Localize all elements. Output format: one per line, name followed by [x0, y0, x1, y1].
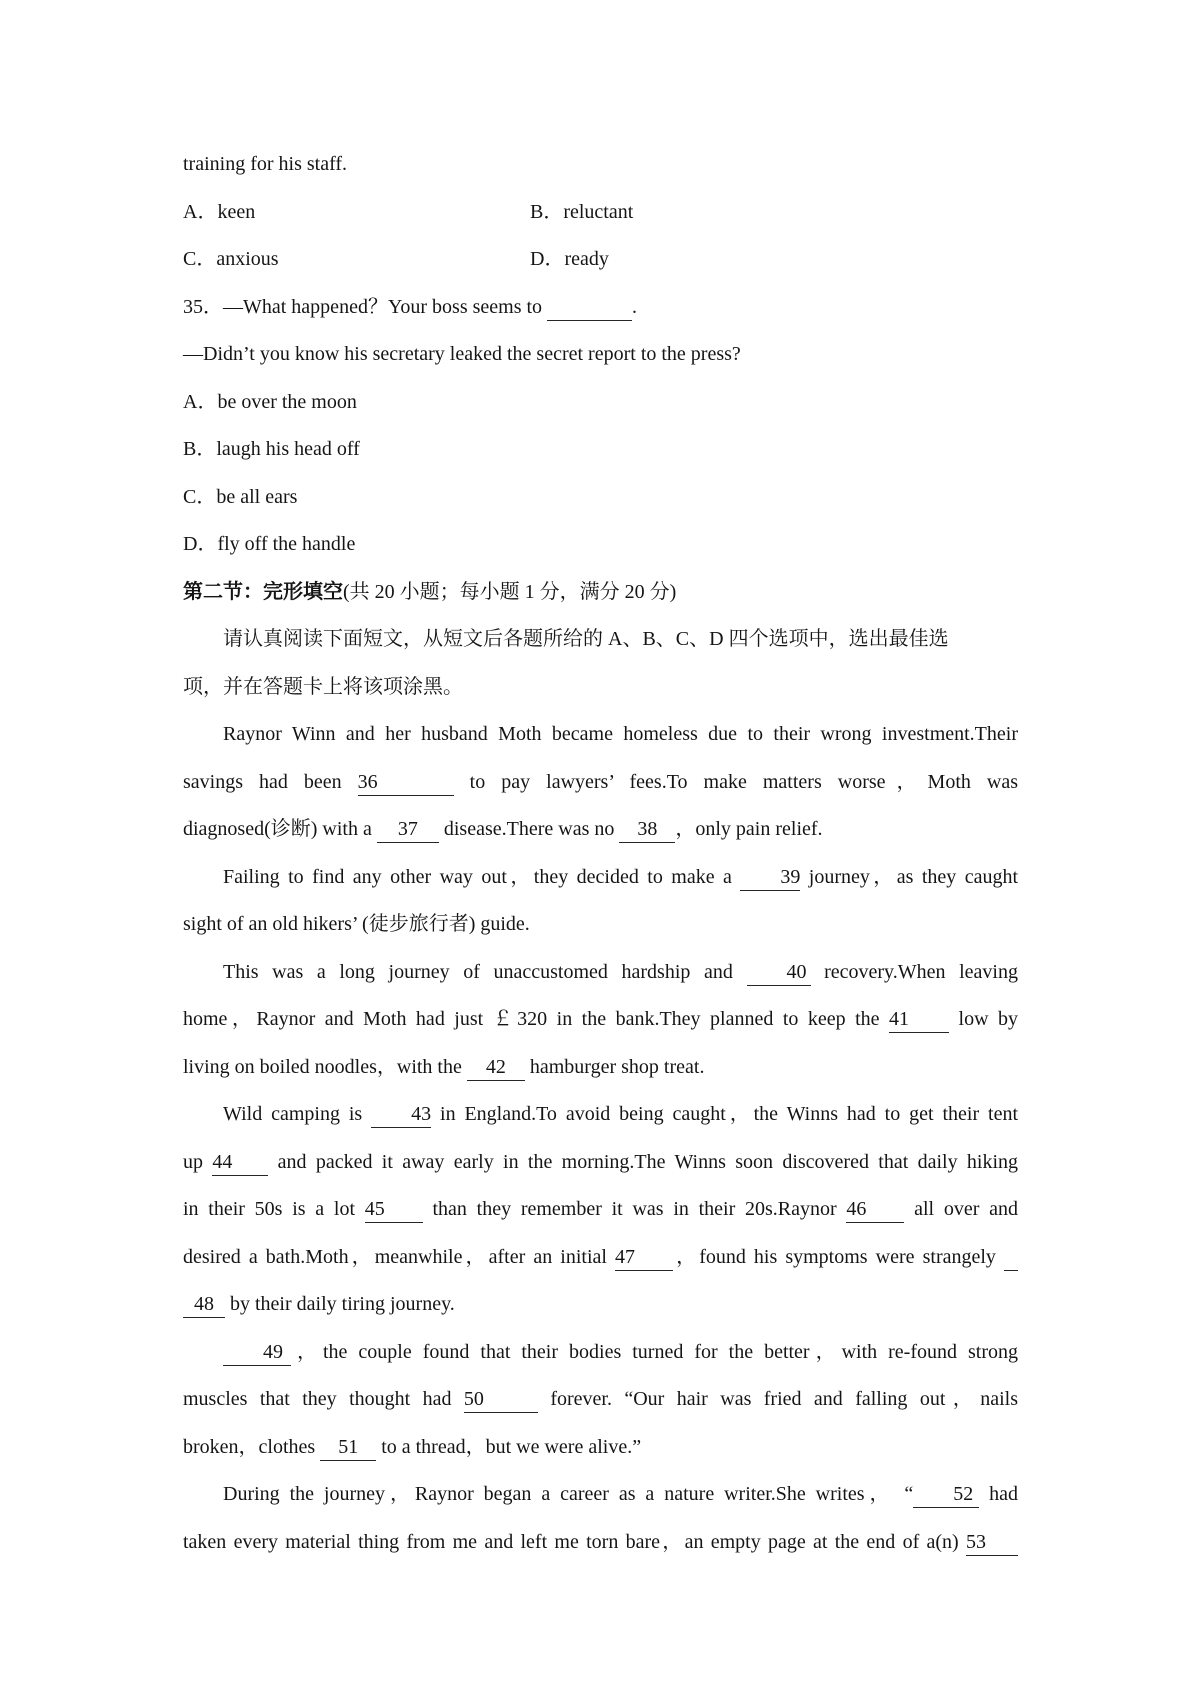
fill-blank-36: 36 [358, 772, 454, 796]
fill-blank-44: 44 [212, 1152, 268, 1176]
question-35-option-a [183, 379, 1018, 427]
text-run: diagnosed(诊断) with a [183, 818, 377, 840]
text-run: hamburger shop treat. [524, 1055, 705, 1078]
text-run: broken，clothes [183, 1435, 321, 1458]
text-run: had [979, 1483, 1018, 1505]
text-run: up [183, 1150, 213, 1173]
passage-line [183, 901, 1018, 949]
text-run: ，only pain relief. [675, 818, 823, 840]
passage-line [183, 806, 1018, 854]
question-35-option-b [183, 426, 1018, 474]
text-run: 第二节：完形填空 [183, 580, 343, 603]
text-run: forever. “Our hair was fried and falling out，nails [537, 1388, 1018, 1410]
question-34-stem-tail [183, 141, 1018, 189]
text-run: Failing to find any other way out，they decided to make a [223, 865, 741, 888]
text-run: Raynor Winn and her husband Moth became homeless due to their wrong investment.Their [223, 723, 1018, 745]
fill-blank [1004, 1247, 1018, 1271]
section-heading [183, 569, 1018, 617]
text-run: (共 20 小题；每小题 1 分，满分 20 分) [343, 580, 677, 603]
text-run: This was a long journey of unaccustomed hardship and [223, 960, 747, 983]
passage-line [183, 1424, 1018, 1472]
text-run: than they remember it was in their 20s.Raynor [422, 1198, 847, 1220]
text-run: low by [949, 1008, 1018, 1030]
text-run: journey，as they caught [800, 865, 1019, 888]
option-label: A．keen [183, 200, 256, 223]
text-run: all over and [904, 1198, 1019, 1220]
text-run: living on boiled noodles，with the [183, 1055, 467, 1078]
text-run: A．be over the moon [183, 390, 357, 413]
passage-line [183, 711, 1018, 759]
fill-blank [547, 297, 632, 321]
passage-line [183, 1471, 1018, 1519]
text-run: taken every material thing from me and left me torn bare，an empty page at the end of a(n) [183, 1530, 966, 1553]
question-34-options-row-2 [183, 236, 1018, 284]
fill-blank-47: 47 [615, 1247, 673, 1271]
passage-line [183, 949, 1018, 997]
option-label: C．anxious [183, 248, 279, 270]
question-34-options-row-1 [183, 189, 1018, 237]
fill-blank-41: 41 [889, 1009, 949, 1033]
text-run: to pay lawyers’ fees.To make matters worse，Moth was [453, 770, 1018, 793]
text-run: in England.To avoid being caught，the Winns had to get their tent [431, 1103, 1019, 1125]
passage-line [183, 1329, 1018, 1377]
passage-line [183, 759, 1018, 807]
text-run: desired a bath.Moth，meanwhile，after an initial [183, 1245, 616, 1268]
passage-line [183, 1139, 1018, 1187]
fill-blank-46: 46 [846, 1199, 904, 1223]
exam-text-column [183, 141, 1018, 1566]
text-run: ，the couple found that their bodies turned for the better，with re-found strong [291, 1340, 1018, 1363]
fill-blank-48: 48 [183, 1294, 225, 1318]
text-run: 请认真阅读下面短文，从短文后各题所给的 A、B、C、D 四个选项中，选出最佳选 [223, 628, 949, 650]
fill-blank-43: 43 [371, 1104, 431, 1128]
text-run: D．fly off the handle [183, 533, 356, 555]
passage-line [183, 1519, 1018, 1567]
passage-line [183, 1234, 1018, 1282]
text-run: B．laugh his head off [183, 438, 360, 460]
fill-blank-40: 40 [747, 962, 811, 986]
passage-line [183, 1376, 1018, 1424]
text-run: recovery.When leaving [810, 960, 1018, 983]
option-label: B．reluctant [530, 200, 634, 223]
text-run: 35．—What happened？Your boss seems to [183, 295, 548, 318]
passage-line [183, 1186, 1018, 1234]
fill-blank-45: 45 [365, 1199, 423, 1223]
text-run: —Didn’t you know his secretary leaked the secret report to the press? [183, 343, 741, 365]
fill-blank-52: 52 [913, 1484, 979, 1508]
text-run: disease.There was no [438, 818, 620, 840]
text-run: by their daily tiring journey. [225, 1293, 455, 1315]
fill-blank-53: 53 [966, 1532, 1018, 1556]
option-label: D．ready [530, 248, 609, 270]
fill-blank-51: 51 [320, 1437, 376, 1461]
text-run: in their 50s is a lot [183, 1198, 365, 1220]
question-35-stem [183, 284, 1018, 332]
fill-blank-49: 49 [223, 1342, 291, 1366]
passage-line [183, 854, 1018, 902]
text-run: Wild camping is [223, 1103, 372, 1125]
text-run: to a thread，but we were alive.” [376, 1435, 642, 1458]
text-run: savings had been [183, 770, 358, 793]
text-run: 项，并在答题卡上将该项涂黑。 [183, 675, 463, 698]
text-run: home，Raynor and Moth had just ￡320 in the bank.They planned to keep the [183, 1008, 890, 1030]
fill-blank-39: 39 [740, 867, 800, 891]
text-run: ，found his symptoms were strangely [673, 1245, 1004, 1268]
text-run: . [632, 295, 638, 318]
question-35-dialogue [183, 331, 1018, 379]
question-35-option-c [183, 474, 1018, 522]
passage-line [183, 1281, 1018, 1329]
fill-blank-37: 37 [377, 819, 439, 843]
fill-blank-38: 38 [619, 819, 675, 843]
question-35-option-d [183, 521, 1018, 569]
text-run: muscles that they thought had [183, 1388, 464, 1410]
text-run: During the journey，Raynor began a career as a nature writer.She writes， “ [223, 1483, 914, 1505]
text-run: C．be all ears [183, 485, 298, 508]
text-run: sight of an old hikers’ (徒步旅行者) guide. [183, 913, 530, 935]
instruction-line-2 [183, 664, 1018, 712]
text-run: training for his staff. [183, 153, 348, 175]
fill-blank-42: 42 [467, 1057, 525, 1081]
fill-blank-50: 50 [464, 1389, 538, 1413]
passage-line [183, 1044, 1018, 1092]
text-run: and packed it away early in the morning.The Winns soon discovered that daily hiking [268, 1150, 1018, 1173]
instruction-line-1 [183, 616, 1018, 664]
passage-line [183, 1091, 1018, 1139]
passage-line [183, 996, 1018, 1044]
